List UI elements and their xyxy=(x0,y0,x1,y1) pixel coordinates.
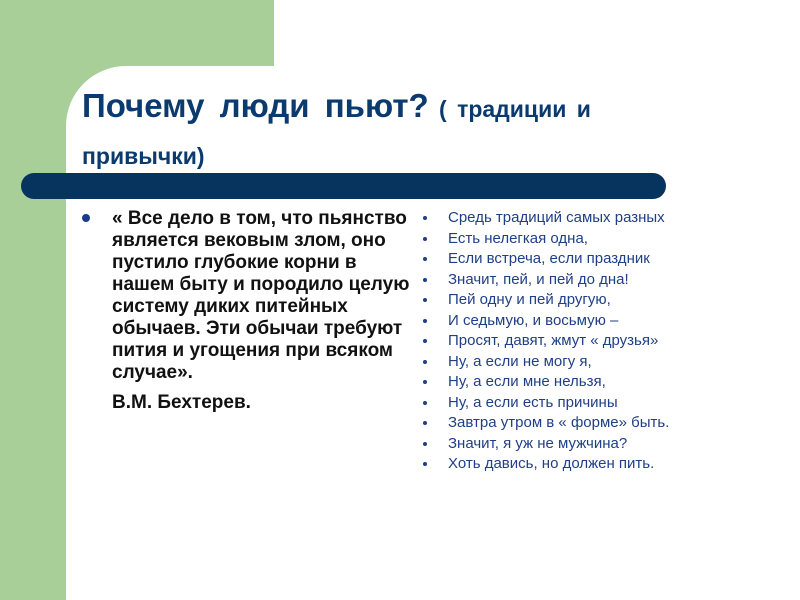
poem-line: Значит, пей, и пей до дна! xyxy=(420,270,750,290)
divider-bar xyxy=(21,173,666,199)
poem-line: Завтра утром в « форме» быть. xyxy=(420,413,750,433)
poem-line: Если встреча, если праздник xyxy=(420,249,750,269)
quote-block xyxy=(92,208,412,414)
bullet-icon xyxy=(423,339,427,343)
title-main: Почему люди пьют? xyxy=(82,87,429,124)
bullet-icon xyxy=(82,214,90,222)
bullet-icon xyxy=(423,216,427,220)
title-sub-line1: ( традиции и xyxy=(428,96,591,122)
bullet-icon xyxy=(423,278,427,282)
poem-line: Ну, а если мне нельзя, xyxy=(420,372,750,392)
bullet-icon xyxy=(423,442,427,446)
poem-line: Ну, а если есть причины xyxy=(420,393,750,413)
poem-line: Значит, я уж не мужчина? xyxy=(420,434,750,454)
bullet-icon xyxy=(423,401,427,405)
bullet-icon xyxy=(423,380,427,384)
bullet-icon xyxy=(423,360,427,364)
poem-line: Средь традиций самых разных xyxy=(420,208,750,228)
bullet-icon xyxy=(423,257,427,261)
poem-line: Хоть давись, но должен пить. xyxy=(420,454,750,474)
poem-line: Пей одну и пей другую, xyxy=(420,290,750,310)
poem-line: Ну, а если не могу я, xyxy=(420,352,750,372)
poem-line: Есть нелегкая одна, xyxy=(420,229,750,249)
poem-line: Просят, давят, жмут « друзья» xyxy=(420,331,750,351)
quote-text: « Все дело в том, что пьянство является вековым злом, оно пустило глубокие корни в нашем быту и породило целую систему диких питейных обычаев. Эти обычаи требуют пития и угощения при всяком случае». xyxy=(112,208,410,383)
bullet-icon xyxy=(423,319,427,323)
poem-list xyxy=(420,208,750,475)
bullet-icon xyxy=(423,462,427,466)
poem-line: И седьмую, и восьмую – xyxy=(420,311,750,331)
quote-author: В.М. Бехтерев. xyxy=(112,392,251,413)
title-sub-line2: привычки) xyxy=(82,143,205,169)
bullet-icon xyxy=(423,421,427,425)
slide-title xyxy=(82,84,742,178)
bullet-icon xyxy=(423,298,427,302)
bullet-icon xyxy=(423,237,427,241)
